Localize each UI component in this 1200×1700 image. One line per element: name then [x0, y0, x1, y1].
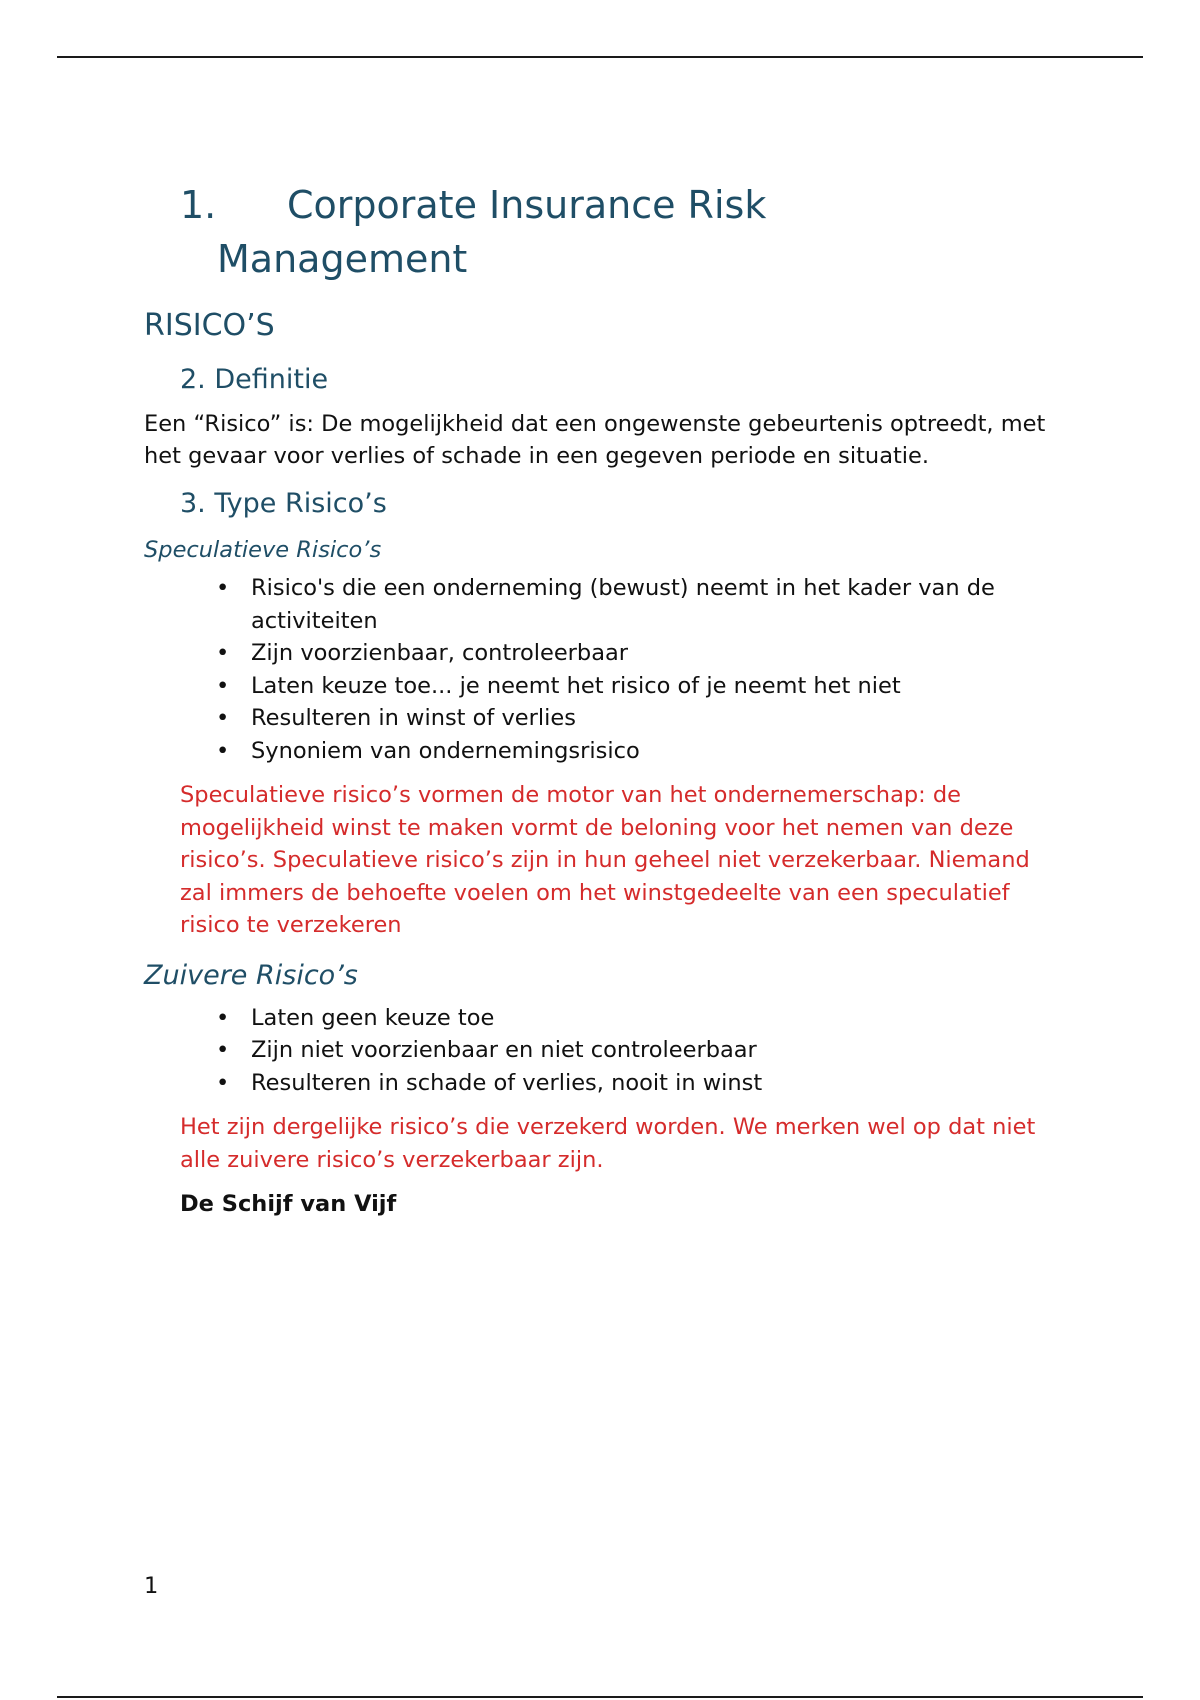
heading-definitie: 2. Definitie [180, 364, 329, 395]
list-item: • Risico's die een onderneming (bewust) neemt in het kader van de activiteiten [144, 572, 1074, 637]
page-content [144, 178, 1074, 1220]
bullet-icon: • [216, 1004, 230, 1031]
list-item: • Resulteren in schade of verlies, nooit in winst [144, 1067, 1074, 1100]
footer-rule [57, 1696, 1143, 1698]
heading-zuivere-risicos: Zuivere Risico’s [144, 959, 358, 991]
speculatief-bullet-list [144, 572, 1074, 767]
title-line-1: Corporate Insurance Risk [287, 183, 767, 227]
bullet-icon: • [216, 737, 230, 764]
list-item: • Zijn niet voorzienbaar en niet controleerbaar [144, 1034, 1074, 1067]
zuiver-note: Het zijn dergelijke risico’s die verzekerd worden. We merken wel op dat niet alle zuivere risico’s verzekerbaar zijn. [180, 1114, 1036, 1173]
section-heading-risicos: RISICO’S [144, 308, 275, 343]
list-item: • Resulteren in winst of verlies [144, 702, 1074, 735]
heading-speculatieve-risicos: Speculatieve Risico’s [144, 537, 382, 563]
bullet-icon: • [216, 640, 230, 666]
list-item: • Laten geen keuze toe [144, 1002, 1074, 1035]
bullet-icon: • [216, 1037, 230, 1063]
bullet-icon: • [216, 575, 230, 601]
title-line-2: Management [217, 237, 468, 281]
document-title [144, 178, 1074, 286]
bullet-icon: • [216, 672, 230, 699]
bullet-icon: • [216, 1069, 230, 1096]
list-item: • Laten keuze toe... je neemt het risico of je neemt het niet [144, 670, 1074, 703]
heading-type-risicos: 3. Type Risico’s [180, 488, 387, 519]
heading-schijf-van-vijf: De Schijf van Vijf [180, 1191, 397, 1217]
list-item: • Synoniem van ondernemingsrisico [144, 735, 1074, 768]
list-item: • Zijn voorzienbaar, controleerbaar [144, 637, 1074, 670]
zuiver-bullet-list [144, 1002, 1074, 1100]
speculatief-note: Speculatieve risico’s vormen de motor van het ondernemerschap: de mogelijkheid winst te maken vormt de beloning voor het nemen van deze risico’s. Speculatieve risico’s zijn in hun geheel niet verzekerbaar. Niemand zal immers de behoefte voelen om het winstgedeelte van een speculatief risico te verzekeren [180, 782, 1030, 938]
page-number: 1 [144, 1573, 159, 1599]
title-number: 1. [180, 183, 217, 227]
bullet-icon: • [216, 705, 230, 731]
definitie-paragraph: Een “Risico” is: De mogelijkheid dat een ongewenste gebeurtenis optreedt, met het gevaar voor verlies of schade in een gegeven periode en situatie. [144, 411, 1046, 469]
header-rule [57, 56, 1143, 58]
